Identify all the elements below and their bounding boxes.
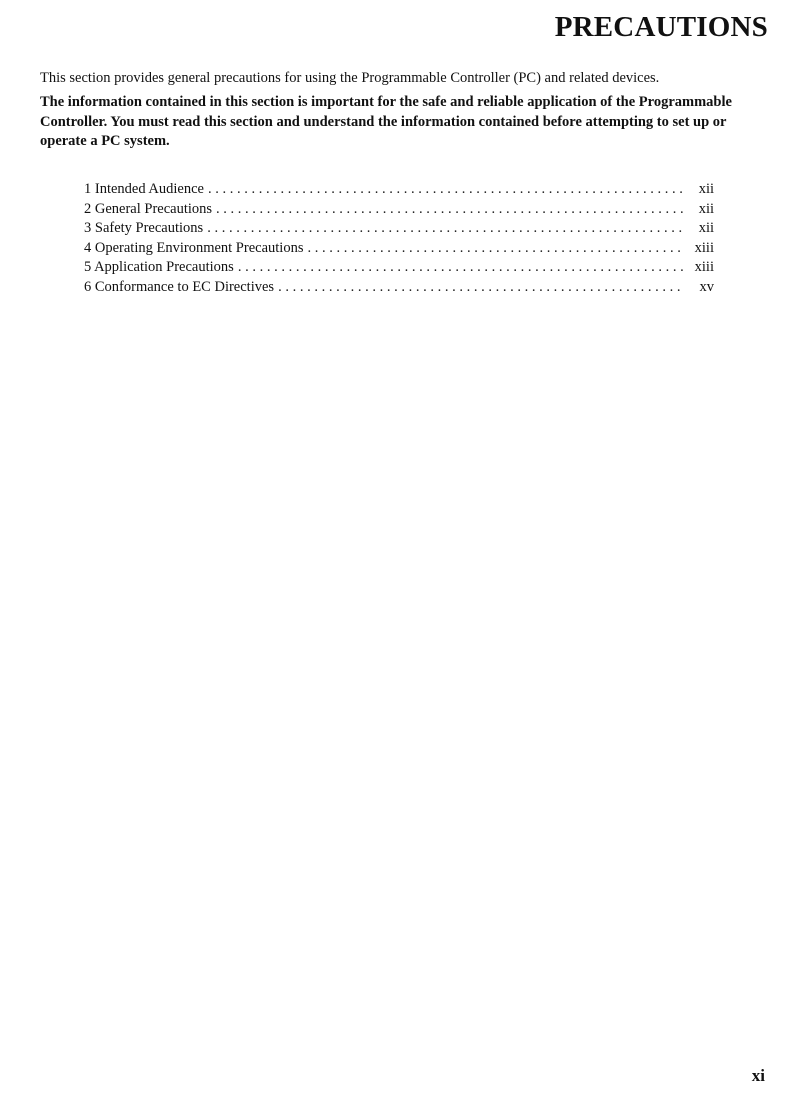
toc-item-label: 3 Safety Precautions xyxy=(84,220,204,236)
toc-item-page: xiii xyxy=(694,239,714,256)
toc-leader-dots xyxy=(207,219,684,239)
toc-leader-dots xyxy=(238,258,684,278)
toc-item-page: xii xyxy=(698,220,714,236)
page-title: PRECAUTIONS xyxy=(554,11,768,43)
toc-item-label: 2 General Precautions xyxy=(84,200,213,217)
toc-item-label: 4 Operating Environment Precautions xyxy=(84,239,304,256)
toc-item-page: xii xyxy=(698,200,714,217)
toc-leader-dots xyxy=(216,200,684,220)
toc-item-label: 6 Conformance to EC Directives xyxy=(84,278,275,295)
table-of-contents xyxy=(84,180,714,297)
toc-item-safety-precautions[interactable] xyxy=(84,219,714,239)
toc-item-label: 5 Application Precautions xyxy=(84,259,234,275)
toc-leader-dots xyxy=(208,180,684,200)
toc-leader-dots xyxy=(307,239,684,259)
toc-item-label: 1 Intended Audience xyxy=(84,181,204,197)
toc-item-conformance-ec-directives[interactable] xyxy=(84,278,714,298)
toc-item-general-precautions[interactable] xyxy=(84,200,714,220)
warning-paragraph: The information contained in this section is important for the safe and reliable application of the Programmable Controller. You must read this section and understand the information contained before attempting to set up or operate a PC system. xyxy=(40,94,732,149)
toc-leader-dots xyxy=(278,278,684,298)
toc-item-page: xii xyxy=(698,181,714,197)
toc-item-intended-audience[interactable] xyxy=(84,180,714,200)
page-number: xi xyxy=(751,1066,765,1085)
toc-item-application-precautions[interactable] xyxy=(84,258,714,278)
toc-item-page: xiii xyxy=(694,259,714,275)
toc-item-operating-environment-precautions[interactable] xyxy=(84,239,714,259)
toc-item-page: xv xyxy=(699,278,714,295)
intro-paragraph: This section provides general precautions for using the Programmable Controller (PC) and related devices. xyxy=(40,70,660,86)
